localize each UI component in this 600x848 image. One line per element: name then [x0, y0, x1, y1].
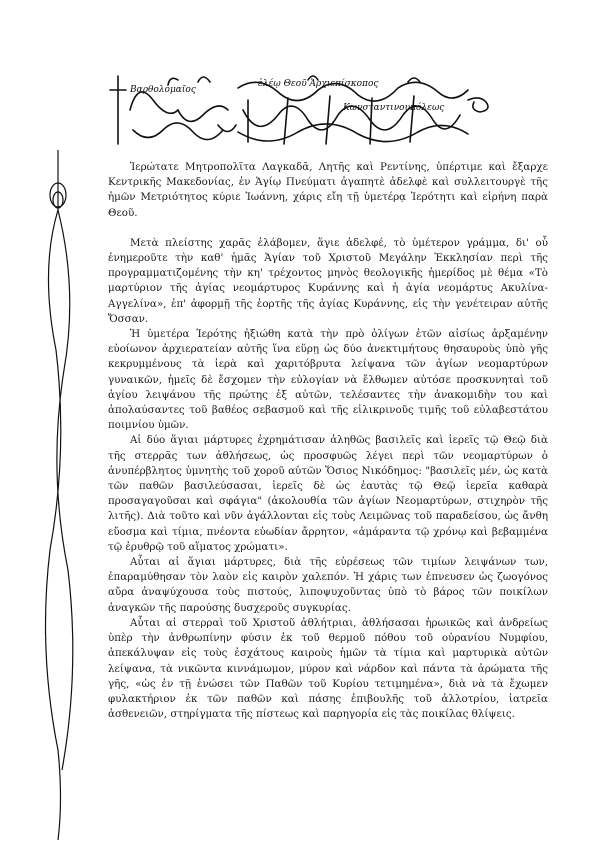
svg-text:ἐλέῳ Θεοῦ Ἀρχιεπίσκοπος: ἐλέῳ Θεοῦ Ἀρχιεπίσκοπος: [258, 79, 379, 89]
letter-body: [108, 160, 548, 722]
cord-knot-icon: [28, 150, 88, 840]
paragraph-4: Αὗται αἱ ἅγιαι μάρτυρες, διὰ τῆς εὑρέσεως τῶν τιμίων λειψάνων των, ἐπαραμύθησαν τὸν λαὸν εἰς καιρὸν χαλεπόν. Ἡ χάρις των ἐπνευσεν ὡς ζωογόνος αὔρα ἀναψύχουσα τοὺς πιστούς, λιποψυχοῦντας ὑπὸ τὸ βάρος τῶν ποικίλων ἀναγκῶν τῆς παρούσης δυσχεροῦς συγκυρίας.: [108, 556, 548, 614]
patriarchal-signature-seal: [108, 70, 498, 150]
binding-cord-decoration: [28, 150, 88, 840]
paragraph-5: Αὗται αἱ στερραὶ τοῦ Χριστοῦ ἀθλήτριαι, ἀθλήσασαι ἡρωικῶς καὶ ἀνδρείως ὑπὲρ τὴν ἀνθρωπίνην φύσιν ἐκ τοῦ θερμοῦ πόθου τοῦ οὐρανίου Νυμφίου, ἀπεκάλυψαν εἰς τοὺς ἐσχάτους καιροὺς ἡμῶν τὰ τίμια καὶ μαρτυρικὰ αὐτῶν λείψανα, τὰ νικῶντα κιννάμωμον, μύρον καὶ νάρδον καὶ πάντα τὰ ἀρώματα τῆς γῆς, «ὡς ἐν τῇ ἑνώσει τῶν Παθῶν τοῦ Κυρίου τετιμημένα», διὰ νὰ τὰ ἔχωμεν φυλακτήριον ἐκ τῶν παθῶν καὶ πάσης ἐπιβουλῆς τοῦ ἀλλοτρίου, ἰατρεῖα ἀσθενειῶν, στηρίγματα τῆς πίστεως καὶ παρηγορία εἰς τὰς ποικίλας θλίψεις.: [108, 616, 548, 721]
paragraph-3: Αἱ δύο ἅγιαι μάρτυρες ἐχρημάτισαν ἀληθῶς βασιλεῖς καὶ ἱερεῖς τῷ Θεῷ διὰ τῆς στερρᾶς των ἀθλήσεως, ὡς προσφυῶς λέγει περὶ τῶν νεομαρτύρων ὁ ἀνυπέρβλητος ὑμνητὴς τοῦ χοροῦ αὐτῶν Ὅσιος Νικόδημος: "βασιλεῖς μέν, ὡς κατὰ τῶν παθῶν βασιλεύσασαι, ἱερεῖς δὲ ὡς ἑαυτὰς τῷ Θεῷ ἱερεῖα καθαρὰ προσαγαγοῦσαι καὶ σφάγια" (ἀκολουθία τῶν ἁγίων Νεομαρτύρων, στιχηρὸν τῆς λιτῆς). Διὰ τοῦτο καὶ νῦν ἀγάλλονται εἰς τοὺς Λειμῶνας τοῦ παραδείσου, ὡς ἄνθη εὔοσμα καὶ τίμια, πνέοντα εὐωδίαν ἄρρητον, «ἀμάραντα τῷ χρόνῳ καὶ βεβαμμένα τῷ ἐρυθρῷ τοῦ αἵματος χρώματι».: [108, 434, 548, 553]
paragraph-1: Μετὰ πλείστης χαρᾶς ἐλάβομεν, ἅγιε ἀδελφέ, τὸ ὑμέτερον γράμμα, δι' οὗ ἐνημεροῦτε τὴν καθ' ἡμᾶς Ἁγίαν τοῦ Χριστοῦ Μεγάλην Ἐκκλησίαν περὶ τῆς προγραμματιζομένης τὴν κη' τρέχοντος μηνὸς θεολογικῆς ἡμερίδος μὲ θέμα «Τὸ μαρτύριον τῆς ἁγίας νεομάρτυρος Κυράννης καὶ ἡ ἁγία νεομάρτυς Ακυλίνα-Αγγελίνα», ἐπ' ἀφορμῇ τῆς ἑορτῆς τῆς ἁγίας Κυράννης, εἰς τὴν γενέτειραν αὐτῆς Ὄσσαν.: [108, 236, 548, 325]
svg-text:Βαρθολομαῖος: Βαρθολομαῖος: [130, 85, 196, 95]
calligraphic-seal-icon: [108, 70, 498, 150]
paragraph-2: Ἡ ὑμετέρα Ἱερότης ἠξιώθη κατὰ τὴν πρὸ ὀλίγων ἐτῶν αἰσίως ἀρξαμένην εὐοίωνον ἀρχιερατείαν αὐτῆς ἵνα εὕρῃ ὡς δύο ἀνεκτιμήτους θησαυροὺς ὑπὸ γῆς κεκρυμμένους τὰ ἱερὰ καὶ χαριτόβρυτα λείψανα τῶν ἁγίων νεομαρτύρων γυναικῶν, ἡμεῖς δὲ ἔσχομεν τὴν εὐλογίαν νὰ ἔλθωμεν αὐτόσε προσκυνηταὶ τοῦ ἁγίου λειψάνου τῆς πρώτης ἐξ αὐτῶν, τελέσαντες τὴν ἀνακομιδὴν του καὶ ἀπολαύσαντες τοῦ βαθέος σεβασμοῦ καὶ τῆς εἰλικρινοῦς τιμῆς τοῦ εὐλαβεστάτου ποιμνίου ὑμῶν.: [108, 328, 548, 432]
paragraph-salutation: Ἱερώτατε Μητροπολῖτα Λαγκαδᾶ, Λητῆς καὶ Ρεντίνης, ὑπέρτιμε καὶ ἔξαρχε Κεντρικῆς Μακεδονίας, ἐν Ἁγίῳ Πνεύματι ἀγαπητὲ ἀδελφὲ καὶ συλλειτουργὲ τῆς ἡμῶν Μετριότητος κύριε Ἰωάννη, χάρις εἴη τῇ ὑμετέρᾳ Ἱερότητι καὶ εἰρήνη παρὰ Θεοῦ.: [108, 161, 548, 219]
svg-text:Κωνσταντινουπόλεως: Κωνσταντινουπόλεως: [343, 103, 445, 113]
